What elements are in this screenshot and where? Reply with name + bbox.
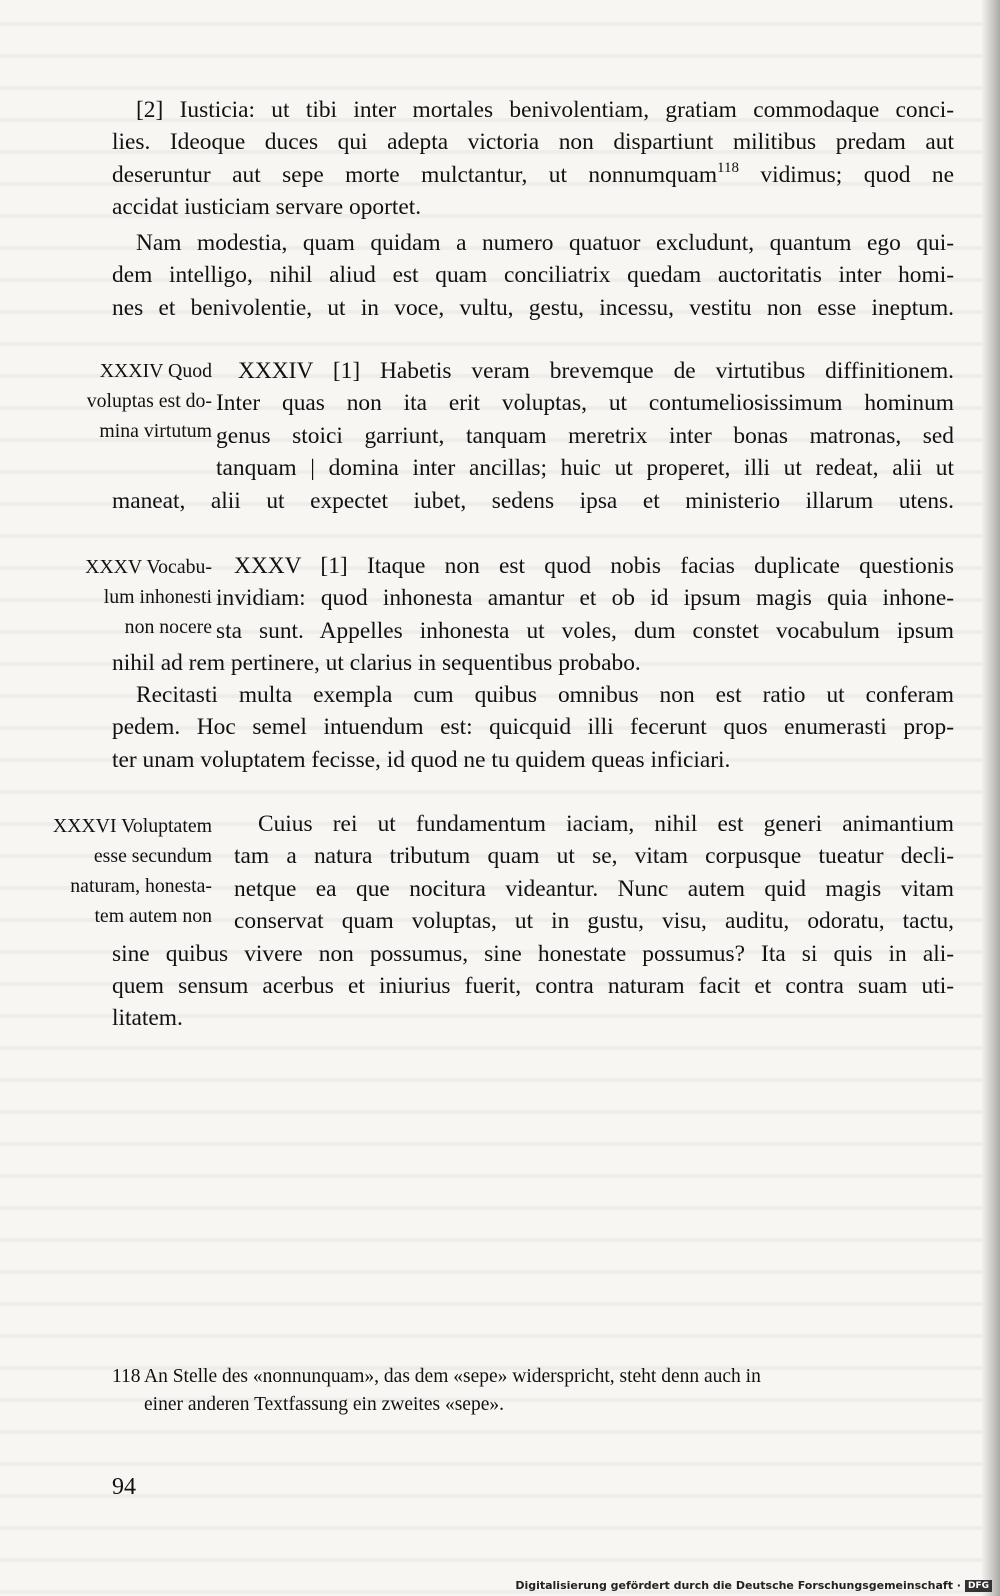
text-segment: deseruntur aut sepe morte mulctantur, ut nonnumquam — [112, 161, 718, 188]
text-line: tanquam | domina inter ancillas; huic ut properet, illi ut redeat, alii ut — [216, 455, 954, 482]
footnote-number: 118 — [112, 1366, 141, 1387]
text-line: dem intelligo, nihil aliud est quam conciliatrix quedam auctoritatis inter homi- — [112, 262, 954, 289]
text-line: invidiam: quod inhonesta amantur et ob id ipsum magis quia inhone- — [216, 585, 954, 612]
section-xxxv — [112, 550, 954, 680]
page-edge-shadow — [982, 0, 1000, 1596]
text-line: accidat iusticiam servare oportet. — [112, 194, 422, 221]
margin-note-line: voluptas est do- — [86, 390, 212, 412]
section-xxxvi — [112, 808, 954, 1035]
page-number: 94 — [112, 1474, 136, 1500]
text-line: litatem. — [112, 1005, 183, 1032]
paragraph-iusticia — [112, 94, 954, 224]
digitization-credit — [515, 1579, 992, 1592]
text-line: Recitasti multa exempla cum quibus omnibus non est ratio ut conferam — [136, 682, 954, 708]
text-line: genus stoici garriunt, tanquam meretrix inter bonas matronas, sed — [216, 422, 954, 449]
footnote-reference[interactable]: 118 — [717, 159, 739, 176]
text-line: Nam modestia, quam quidam a numero quatuor excludunt, quantum ego qui- — [136, 230, 954, 256]
margin-note-line: non nocere — [124, 616, 212, 638]
margin-note-line: tem autem non — [94, 905, 212, 927]
text-line: netque ea que nocitura videantur. Nunc autem quid magis vitam — [234, 875, 954, 902]
text-line: conservat quam voluptas, ut in gustu, visu, auditu, odoratu, tactu, — [234, 908, 954, 935]
text-line: nihil ad rem pertinere, ut clarius in sequentibus probabo. — [112, 650, 641, 677]
paragraph-modestia — [112, 227, 954, 324]
text-line: maneat, alii ut expectet iubet, sedens ipsa et ministerio illarum utens. — [112, 487, 954, 514]
text-segment: vidimus; quod ne — [738, 161, 954, 188]
text-line: Cuius rei ut fundamentum iaciam, nihil est generi animantium — [258, 811, 954, 837]
footnote-line: einer anderen Textfassung ein zweites «sepe». — [144, 1394, 504, 1415]
text-line: ter unam voluptatem fecisse, id quod ne tu quidem queas inficiari. — [112, 746, 731, 773]
text-line: sta sunt. Appelles inhonesta ut voles, dum constet vocabulum ipsum — [216, 617, 954, 644]
margin-note-line: esse secundum — [93, 845, 212, 867]
margin-note-line: XXXVI Voluptatem — [52, 815, 212, 837]
footnote-line — [112, 1363, 956, 1391]
credit-text: Digitalisierung gefördert durch die Deutsche Forschungsgemeinschaft · — [515, 1579, 961, 1592]
margin-note-line: mina virtutum — [99, 420, 212, 442]
text-line: Inter quas non ita erit voluptas, ut contumeliosissimum hominum — [216, 390, 954, 417]
section-xxxiv — [112, 355, 954, 517]
footnote-118 — [112, 1363, 956, 1419]
margin-note-line: XXXIV Quod — [99, 360, 212, 382]
margin-note-line: XXXV Vocabu- — [85, 556, 212, 578]
text-line: lies. Ideoque duces qui adepta victoria non dispartiunt militibus predam aut — [112, 129, 954, 156]
text-line: tam a natura tributum quam ut se, vitam corpusque tueatur decli- — [234, 843, 954, 870]
text-line: XXXV [1] Itaque non est quod nobis facias duplicate questionis — [234, 553, 954, 579]
margin-note-line: lum inhonesti — [103, 586, 212, 608]
text-line: [2] Iusticia: ut tibi inter mortales benivolentiam, gratiam commodaque conci- — [136, 97, 954, 123]
footnote-text: An Stelle des «nonnunquam», das dem «sepe» widerspricht, steht denn auch in — [144, 1366, 761, 1387]
text-line: quem sensum acerbus et iniurius fuerit, contra naturam facit et contra suam uti- — [112, 972, 954, 999]
text-line: sine quibus vivere non possumus, sine honestate possumus? Ita si quis in ali- — [112, 940, 954, 967]
margin-note-line: naturam, honesta- — [70, 875, 212, 897]
text-line: pedem. Hoc semel intuendum est: quicquid illi fecerunt quos enumerasti prop- — [112, 714, 954, 741]
text-line: XXXIV [1] Habetis veram brevemque de virtutibus diffinitionem. — [238, 358, 954, 384]
text-line: nes et benivolentie, ut in voce, vultu, gestu, incessu, vestitu non esse ineptum. — [112, 294, 954, 321]
text-line — [112, 159, 954, 191]
paragraph-recitasti — [112, 679, 954, 776]
dfg-logo-icon: DFG — [965, 1580, 992, 1592]
